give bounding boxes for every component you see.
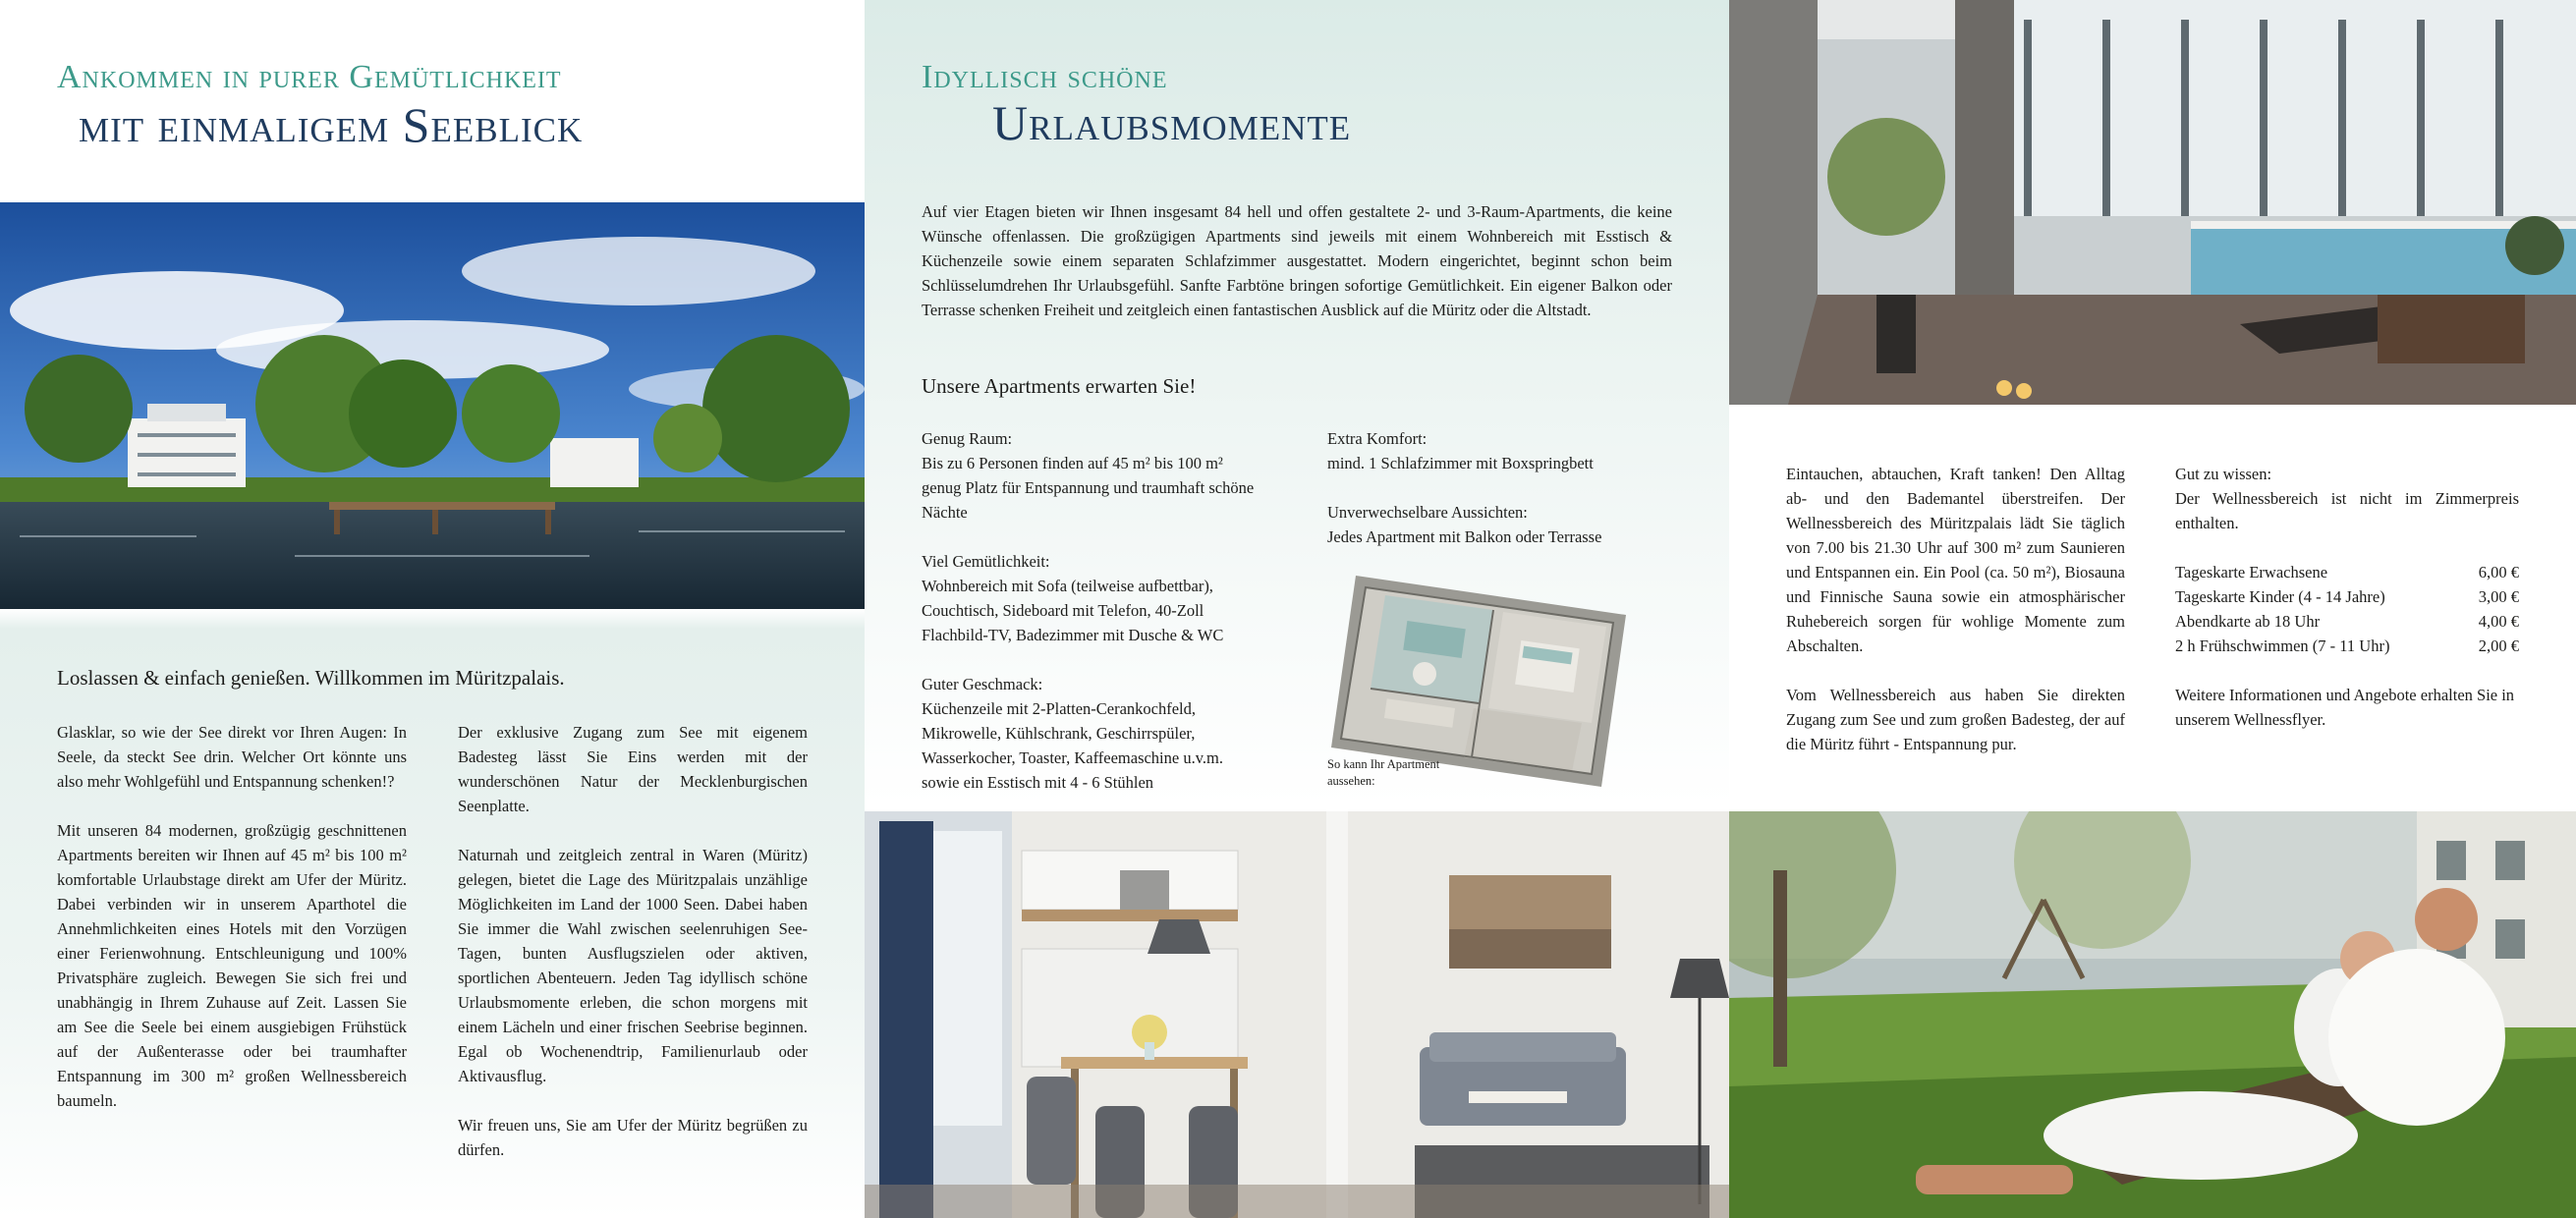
price-value: 3,00 € xyxy=(2478,587,2519,606)
panel2-subhead: Unsere Apartments erwarten Sie! xyxy=(922,374,1197,398)
feature-text: Bis zu 6 Personen finden auf 45 m² bis 100 m² genug Platz für Entspannung und traumhaft schöne Nächte xyxy=(922,454,1255,522)
info-text: Der Wellnessbereich ist nicht im Zimmerpreis enthalten. xyxy=(2175,489,2519,532)
feature-text: Jedes Apartment mit Balkon oder Terrasse xyxy=(1327,527,1602,546)
panel1-headline: mit einmaligem Seeblick xyxy=(79,97,584,152)
price-label: Abendkarte ab 18 Uhr xyxy=(2175,612,2321,631)
price-row xyxy=(2175,560,2519,584)
wellness-p2: Vom Wellnessbereich aus haben Sie direkten Zugang zum See und zum großen Badesteg, der auf die Müritz führt - Entspannung pur. xyxy=(1786,686,2125,753)
panel2-features-right xyxy=(1327,426,1681,549)
panel1-col1-p2: Mit unseren 84 modernen, großzügig geschnittenen Apartments bereiten wir Ihnen auf 45 m² bis 100 m² komfortable Urlaubstage direkt am Ufer der Müritz. Dabei verbinden wir in unserem Aparthotel die Annehmlichkeiten eines Hotels mit den Vorzügen einer Ferienwohnung. Entschleunigung und 100% Privatsphäre zugleich. Bewegen Sie sich frei und unabhängig in Ihrem Zuhause auf Zeit. Lassen Sie am See die Seele bei einem ausgiebigen Frühstück auf der Außenterasse oder bei traumhafter Entspannung im 300 m² großen Wellnessbereich baumeln. xyxy=(57,821,407,1110)
price-label: Tageskarte Erwachsene xyxy=(2175,563,2328,581)
panel1-col2-p3: Wir freuen uns, Sie am Ufer der Müritz begrüßen zu dürfen. xyxy=(458,1116,808,1159)
wellness-info xyxy=(2175,462,2519,732)
panel1-col2-p1: Der exklusive Zugang zum See mit eigenem Badesteg lässt Sie Eins werden mit der wunderschönen Natur der Mecklenburgischen Seenplatte. xyxy=(458,723,808,815)
feature-text: mind. 1 Schlafzimmer mit Boxspringbett xyxy=(1327,454,1594,472)
feature-text: Wohnbereich mit Sofa (teilweise aufbettbar), Couchtisch, Sideboard mit Telefon, 40-Zoll Flachbild-TV, Badezimmer mit Dusche & WC xyxy=(922,577,1224,644)
panel-apartments xyxy=(865,0,1729,1218)
wellness-text xyxy=(1786,462,2125,756)
indoor-pool-photo xyxy=(1729,0,2576,405)
price-row xyxy=(2175,634,2519,658)
price-row xyxy=(2175,584,2519,609)
price-value: 2,00 € xyxy=(2478,637,2519,655)
indoor-pool-illustration xyxy=(1729,0,2576,405)
lake-hotel-photo xyxy=(0,202,865,609)
wellness-p1: Eintauchen, abtauchen, Kraft tanken! Den Alltag ab- und den Bademantel überstreifen. Der Wellnessbereich des Müritzpalais lädt Sie täglich von 7.00 bis 21.30 Uhr auf 300 m² zum Saunieren und Entspannen ein. Ein Pool (ca. 50 m²), Biosauna und Finnische Sauna sowie ein atmosphärischer Ruhebereich sorgen für wohlige Momente zum Abschalten. xyxy=(1786,465,2125,655)
price-value: 6,00 € xyxy=(2478,563,2519,581)
info-title: Gut zu wissen: xyxy=(2175,465,2272,483)
panel2-intro: Auf vier Etagen bieten wir Ihnen insgesamt 84 hell und offen gestaltete 2- und 3-Raum-Apartments, die keine Wünsche offenlassen. Die großzügigen Apartments sind jeweils mit einem Wohnbereich mit Esstisch & Küchenzeile sowie einem separaten Schlafzimmer ausgestattet. Modern eingerichtet, beginnt schon beim Schlüsselumdrehen Ihr Urlaubsgefühl. Sanfte Farbtöne bringen sofortige Gemütlichkeit. Ein eigener Balkon oder Terrasse schenken Freiheit und zeitgleich einen fantastischen Ausblick auf die Müritz oder die Altstadt. xyxy=(922,202,1672,319)
panel-lakeview xyxy=(0,0,865,1218)
feature-title: Genug Raum: xyxy=(922,429,1013,448)
panel-wellness xyxy=(1729,0,2576,1218)
feature-title: Guter Geschmack: xyxy=(922,675,1043,693)
price-label: Tageskarte Kinder (4 - 14 Jahre) xyxy=(2175,587,2385,606)
panel2-kicker: Idyllisch schöne xyxy=(922,59,1168,95)
price-row xyxy=(2175,609,2519,634)
footer-note: Weitere Informationen und Angebote erhalten Sie in unserem Wellnessflyer. xyxy=(2175,686,2515,729)
panel1-kicker: Ankommen in purer Gemütlichkeit xyxy=(57,59,562,95)
panel1-column-left xyxy=(57,720,407,1113)
feature-text: Küchenzeile mit 2-Platten-Cerankochfeld, Mikrowelle, Kühlschrank, Geschirrspüler, Wasserkocher, Toaster, Kaffeemaschine u.v.m. sowie ein Esstisch mit 4 - 6 Stühlen xyxy=(922,699,1223,792)
panel1-lead: Loslassen & einfach genießen. Willkommen im Müritzpalais. xyxy=(57,666,565,690)
price-label: 2 h Frühschwimmen (7 - 11 Uhr) xyxy=(2175,637,2390,655)
panel2-features-left xyxy=(922,426,1260,795)
feature-title: Unverwechselbare Aussichten: xyxy=(1327,503,1528,522)
panel2-headline: Urlaubsmomente xyxy=(992,95,1352,150)
garden-relax-illustration xyxy=(1729,811,2576,1218)
apartment-interior-photo xyxy=(865,811,1729,1218)
price-value: 4,00 € xyxy=(2478,612,2519,631)
garden-relax-photo xyxy=(1729,811,2576,1218)
panel1-col2-p2: Naturnah und zeitgleich zentral in Waren (Müritz) gelegen, bietet die Lage des Müritzpalais unzählige Möglichkeiten im Land der 1000 Seen. Dabei haben Sie immer die Wahl zwischen seelenruhigen See-Tagen, bunten Ausflugszielen oder aktiven, sportlichen Abenteuern. Jeden Tag idyllisch schöne Urlaubsmomente erleben, die schon morgens mit einem Lächeln und einer frischen Seebrise beginnen. Egal ob Wochenendtrip, Familienurlaub oder Aktivausflug. xyxy=(458,846,808,1085)
feature-title: Extra Komfort: xyxy=(1327,429,1428,448)
feature-title: Viel Gemütlichkeit: xyxy=(922,552,1050,571)
panel1-col1-p1: Glasklar, so wie der See direkt vor Ihren Augen: In Seele, da steckt See drin. Welcher Ort könnte uns also mehr Wohlgefühl und Entspannung schenken!? xyxy=(57,723,407,791)
apartment-interior-illustration xyxy=(865,811,1729,1218)
floor-plan-caption: So kann Ihr Apartment aussehen: xyxy=(1327,757,1440,788)
lake-hotel-illustration xyxy=(0,202,865,609)
panel1-column-right xyxy=(458,720,808,1162)
